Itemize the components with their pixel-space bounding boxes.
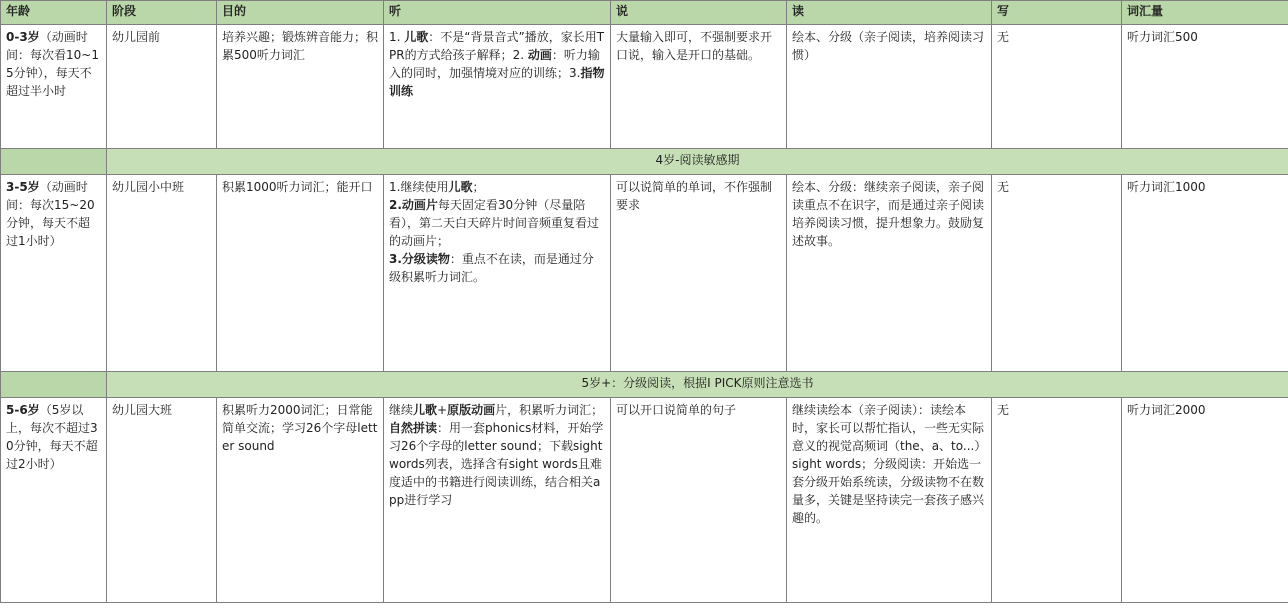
bold-text: 3.分级读物 [389,252,450,266]
header-listen: 听 [384,1,611,25]
age-label: 3-5岁 [6,180,40,194]
band-label: 5岁+：分级阅读，根据I PICK原则注意选书 [107,372,1288,398]
listen-cell [384,398,611,603]
read-cell: 绘本、分级（亲子阅读，培养阅读习惯） [787,25,992,149]
vocab-cell: 听力词汇500 [1122,25,1288,149]
age-label: 0-3岁 [6,30,40,44]
text-run: ：听力输入的同时，加强情境对应的训练；3. [389,48,600,80]
stage-cell: 幼儿园大班 [107,398,217,603]
bold-text: 儿歌 [448,180,473,194]
text-run: + [437,403,448,417]
text-run: 1.继续使用 [389,180,449,194]
table-row [1,25,1288,149]
header-stage: 阶段 [107,1,217,25]
speak-cell: 可以说简单的单词，不作强制要求 [611,175,787,372]
goal-cell: 积累听力2000词汇；日常能简单交流；学习26个字母letter sound [217,398,384,603]
write-cell: 无 [992,398,1122,603]
listen-line [389,401,605,419]
header-goal: 目的 [217,1,384,25]
speak-cell: 可以开口说简单的句子 [611,398,787,603]
listen-line [389,250,605,286]
read-cell: 继续读绘本（亲子阅读）：读绘本时，家长可以帮忙指认，一些无实际意义的视觉高频词（the、a、to...）sight words；分级阅读：开始选一套分级开始系统读，分级读物不在数量多，关键是坚持读完一套孩子感兴趣的。 [787,398,992,603]
age-note: （动画时间：每次15~20分钟，每天不超过1小时） [6,180,95,248]
write-cell: 无 [992,25,1122,149]
age-note: （5岁以上，每次不超过30分钟，每天不超过2小时） [6,403,98,471]
bold-text: 原版动画 [447,403,496,417]
vocab-cell: 听力词汇2000 [1122,398,1288,603]
band-row [1,149,1288,175]
text-run: 每天固定看30分钟（尽量陪看），第二天白天碎片时间音频重复看过的动画片； [389,198,600,248]
age-label: 5-6岁 [6,403,40,417]
age-cell [1,398,107,603]
header-vocab: 词汇量 [1122,1,1288,25]
text-run: ； [472,180,485,194]
text-run: ：不是“背景音式”播放，家长用TPR的方式给孩子解释；2. [389,30,605,62]
header-write: 写 [992,1,1122,25]
stage-cell: 幼儿园前 [107,25,217,149]
text-run: 片，积累听力词汇； [495,403,604,417]
read-cell: 绘本、分级：继续亲子阅读，亲子阅读重点不在识字，而是通过亲子阅读培养阅读习惯，提升想象力。鼓励复述故事。 [787,175,992,372]
bold-text: 儿歌 [413,403,438,417]
table-row [1,175,1288,372]
vocab-cell: 听力词汇1000 [1122,175,1288,372]
bold-text: 动画 [527,48,552,62]
band-label: 4岁-阅读敏感期 [107,149,1288,175]
bold-text: 自然拼读 [389,421,438,435]
goal-cell: 培养兴趣；锻炼辨音能力；积累500听力词汇 [217,25,384,149]
write-cell: 无 [992,175,1122,372]
stage-cell: 幼儿园小中班 [107,175,217,372]
speak-cell: 大量输入即可，不强制要求开口说，输入是开口的基础。 [611,25,787,149]
bold-text: 儿歌 [404,30,429,44]
header-age: 年龄 [1,1,107,25]
listen-line [389,178,605,196]
band-row [1,372,1288,398]
age-cell [1,25,107,149]
bold-text: 2.动画片 [389,198,438,212]
bold-text: 指物训练 [389,66,605,98]
text-run: 1. [389,30,405,44]
age-cell [1,175,107,372]
listen-line [389,419,605,509]
header-read: 读 [787,1,992,25]
table-row [1,398,1288,603]
band-spacer [1,149,107,175]
text-run: ：重点不在读，而是通过分级积累听力词汇。 [389,252,594,284]
listen-cell [384,175,611,372]
band-spacer [1,372,107,398]
age-note: （动画时间：每次看10~15分钟），每天不超过半小时 [6,30,99,98]
listen-cell [384,25,611,149]
text-run: ：用一套phonics材料，开始学习26个字母的letter sound；下载sight words列表，选择含有sight words且难度适中的书籍进行阅读训练，结合相关app进行学习 [389,421,604,507]
header-row [1,1,1288,25]
goal-cell: 积累1000听力词汇；能开口 [217,175,384,372]
text-run: 继续 [389,403,414,417]
listen-line [389,196,605,250]
header-speak: 说 [611,1,787,25]
